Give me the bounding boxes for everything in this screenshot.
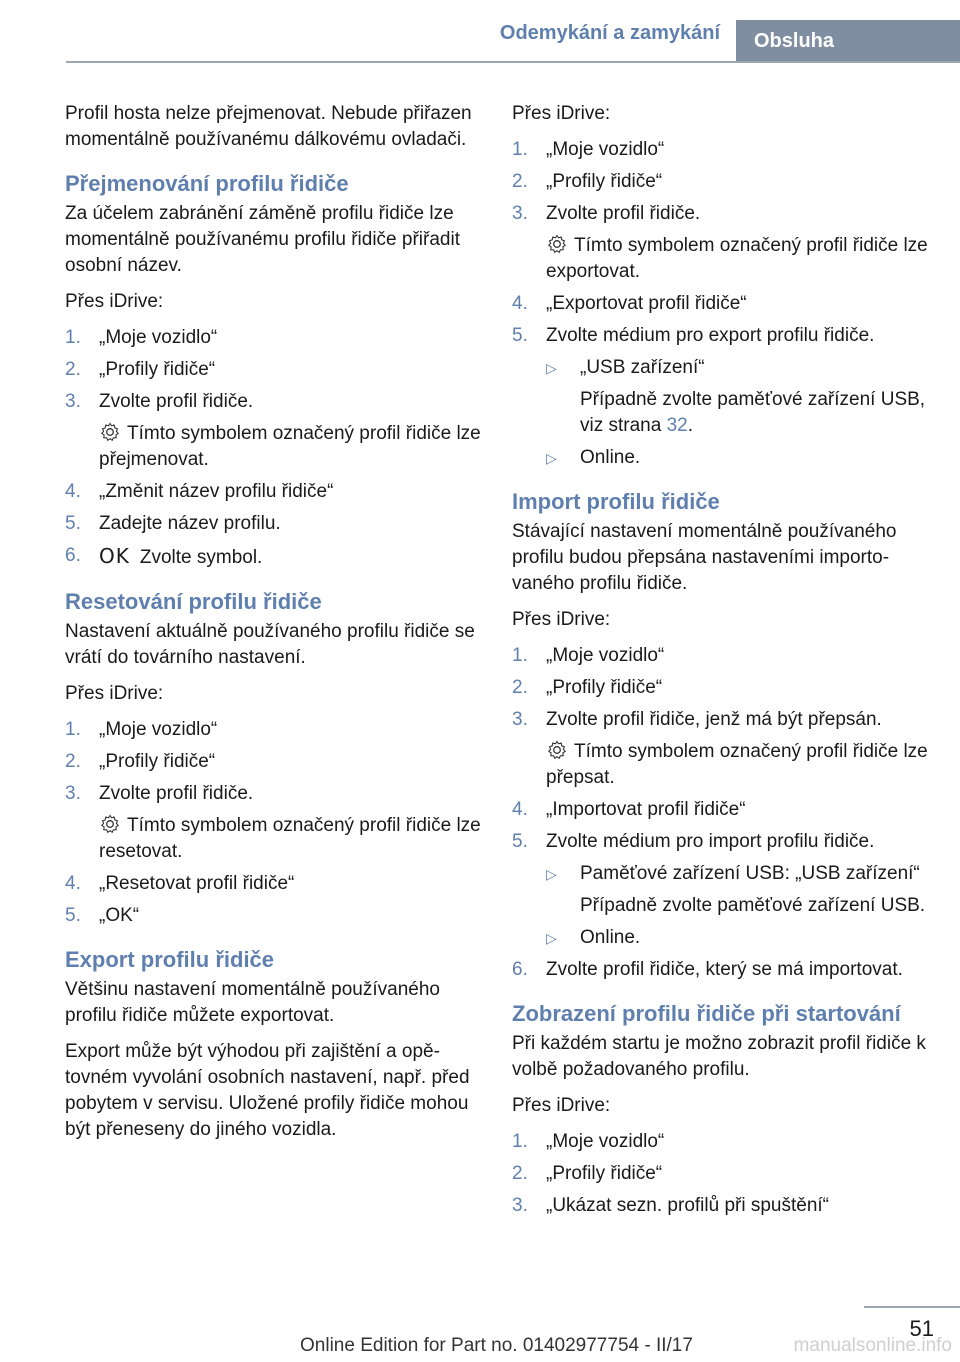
list-item	[65, 749, 485, 775]
ok-icon: OK	[99, 544, 130, 568]
reset-note: Tímto symbolem označený profil řidiče lze resetovat.	[99, 815, 481, 862]
gear-icon	[99, 421, 121, 443]
startup-via: Přes iDrive:	[512, 1095, 611, 1116]
list-item	[65, 781, 485, 865]
step-text: Zvolte profil řidiče, jenž má být přepsán.	[546, 709, 882, 730]
step-number: 4.	[512, 799, 528, 820]
sub-list-item	[546, 445, 937, 471]
list-item	[512, 643, 937, 669]
left-column	[65, 101, 485, 1153]
step-text: „Moje vozidlo“	[99, 327, 218, 348]
step-text: „Profily řidiče“	[99, 751, 216, 772]
import-body: Stávající nastavení momentálně používaného profilu budou přepsána nastaveními importovaného profilu řidiče.	[512, 521, 897, 594]
sub-item-text: Online.	[580, 447, 641, 468]
sub-item-note-end: .	[687, 415, 694, 436]
startup-steps	[512, 1129, 937, 1219]
reset-heading: Resetování profilu řidiče	[65, 589, 322, 614]
watermark: manualsonline.info	[793, 1335, 952, 1356]
step-number: 1.	[65, 327, 81, 348]
step-number: 2.	[512, 677, 528, 698]
step-text: „Profily řidiče“	[546, 1163, 663, 1184]
sub-list-item	[546, 355, 937, 439]
step-text: „OK“	[99, 905, 140, 926]
step-number: 4.	[65, 873, 81, 894]
step-number: 1.	[512, 139, 528, 160]
rename-body: Za účelem zabránění záměně profilu řidiče lze momentálně používanému profilu řidiče přiřadit osobní název.	[65, 203, 460, 276]
step-text: „Exportovat profil řidiče“	[546, 293, 747, 314]
gear-icon	[99, 813, 121, 835]
step-number: 4.	[65, 481, 81, 502]
list-item	[512, 291, 937, 317]
step-text: „Profily řidiče“	[546, 677, 663, 698]
step-text: „Moje vozidlo“	[546, 645, 665, 666]
list-item	[512, 797, 937, 823]
right-column	[512, 101, 937, 1225]
gear-icon	[546, 739, 568, 761]
step-text: Zadejte název profilu.	[99, 513, 281, 534]
triangle-bullet-icon: ▷	[546, 930, 557, 946]
step-text: Zvolte profil řidiče.	[99, 783, 254, 804]
step-number: 6.	[512, 959, 528, 980]
export-body-advantage: Export může být výhodou při zajištění a opětovném vyvolání osobních nastavení, např. před pobytem v servisu. Uložené profily řidiče mohou být přeneseny do jiného vozidla.	[65, 1041, 470, 1140]
reset-body: Nastavení aktuálně používaného profilu řidiče se vrátí do továrního nastavení.	[65, 621, 475, 668]
list-item	[512, 1161, 937, 1187]
step-number: 2.	[65, 359, 81, 380]
list-item	[65, 357, 485, 383]
import-steps	[512, 643, 937, 983]
list-item	[512, 137, 937, 163]
list-item	[512, 1129, 937, 1155]
step-text: „Moje vozidlo“	[546, 1131, 665, 1152]
sub-item-text: Paměťové zařízení USB: „USB zařízení“	[580, 863, 920, 884]
export-heading: Export profilu řidiče	[65, 947, 275, 972]
gear-icon	[546, 233, 568, 255]
list-item	[65, 543, 485, 571]
step-number: 1.	[512, 1131, 528, 1152]
footer-rule	[864, 1306, 960, 1308]
header-chapter-tab: Obsluha	[736, 20, 960, 63]
edition-footer: Online Edition for Part no. 01402977754 - II/17	[300, 1335, 693, 1356]
rename-via: Přes iDrive:	[65, 291, 164, 312]
step-number: 3.	[512, 709, 528, 730]
step-text: „Ukázat sezn. profilů při spuštění“	[546, 1195, 830, 1216]
export-steps	[512, 137, 937, 471]
list-item	[65, 871, 485, 897]
list-item	[65, 717, 485, 743]
startup-body: Při každém startu je možno zobrazit profil řidiče k volbě požadovaného profilu.	[512, 1033, 926, 1080]
page-number: 51	[909, 1316, 934, 1341]
step-number: 3.	[65, 783, 81, 804]
list-item	[512, 957, 937, 983]
sub-list-item	[546, 861, 937, 919]
export-note: Tímto symbolem označený profil řidiče lze exportovat.	[546, 235, 928, 282]
step-number: 4.	[512, 293, 528, 314]
step-text: „Moje vozidlo“	[546, 139, 665, 160]
step-text: Zvolte profil řidiče.	[99, 391, 254, 412]
sub-item-note: Případně zvolte paměťové zařízení USB, viz strana	[580, 389, 926, 436]
step-number: 5.	[512, 325, 528, 346]
step-text: „Profily řidiče“	[546, 171, 663, 192]
export-body: Většinu nastavení momentálně používaného profilu řidiče můžete exportovat.	[65, 979, 440, 1026]
step-text: Zvolte profil řidiče.	[546, 203, 701, 224]
rename-steps	[65, 325, 485, 571]
list-item	[512, 829, 937, 951]
step-number: 2.	[512, 1163, 528, 1184]
triangle-bullet-icon: ▷	[546, 360, 557, 376]
step-number: 3.	[512, 203, 528, 224]
step-text: „Profily řidiče“	[99, 359, 216, 380]
step-text: „Změnit název profilu řidiče“	[99, 481, 334, 502]
list-item	[512, 169, 937, 195]
list-item	[65, 903, 485, 929]
sub-item-text: Online.	[580, 927, 641, 948]
step-text: „Resetovat profil řidiče“	[99, 873, 295, 894]
step-number: 3.	[65, 391, 81, 412]
page-link[interactable]: 32	[666, 415, 688, 436]
reset-steps	[65, 717, 485, 929]
list-item	[512, 707, 937, 791]
step-number: 1.	[65, 719, 81, 740]
step-number: 3.	[512, 1195, 528, 1216]
list-item	[65, 325, 485, 351]
step-text: Zvolte médium pro export profilu řidiče.	[546, 325, 875, 346]
list-item	[512, 1193, 937, 1219]
guest-profile-note: Profil hosta nelze přejmenovat. Nebude přiřazen momentálně používanému dálkovému ovladači.	[65, 103, 472, 150]
step-text: Zvolte symbol.	[139, 547, 263, 568]
step-number: 1.	[512, 645, 528, 666]
sub-list-item	[546, 925, 937, 951]
header-section-title: Odemykání a zamykání	[499, 22, 720, 44]
import-note: Tímto symbolem označený profil řidiče lze přepsat.	[546, 741, 928, 788]
list-item	[65, 389, 485, 473]
header-rule	[66, 61, 960, 63]
list-item	[65, 479, 485, 505]
list-item	[512, 201, 937, 285]
step-number: 2.	[65, 751, 81, 772]
list-item	[65, 511, 485, 537]
step-text: „Moje vozidlo“	[99, 719, 218, 740]
sub-item-note: Případně zvolte paměťové zařízení USB.	[580, 895, 926, 916]
step-number: 2.	[512, 171, 528, 192]
triangle-bullet-icon: ▷	[546, 450, 557, 466]
triangle-bullet-icon: ▷	[546, 866, 557, 882]
sub-item-text: „USB zařízení“	[580, 357, 705, 378]
export-via: Přes iDrive:	[512, 103, 611, 124]
step-number: 5.	[65, 905, 81, 926]
startup-heading: Zobrazení profilu řidiče při startování	[512, 1001, 901, 1026]
list-item	[512, 323, 937, 471]
rename-heading: Přejmenování profilu řidiče	[65, 171, 349, 196]
step-number: 6.	[65, 545, 81, 566]
step-text: „Importovat profil řidiče“	[546, 799, 746, 820]
step-number: 5.	[512, 831, 528, 852]
step-text: Zvolte profil řidiče, který se má importovat.	[546, 959, 903, 980]
step-text: Zvolte médium pro import profilu řidiče.	[546, 831, 875, 852]
import-heading: Import profilu řidiče	[512, 489, 720, 514]
reset-via: Přes iDrive:	[65, 683, 164, 704]
step-number: 5.	[65, 513, 81, 534]
list-item	[512, 675, 937, 701]
rename-note: Tímto symbolem označený profil řidiče lze přejmenovat.	[99, 423, 481, 470]
import-via: Přes iDrive:	[512, 609, 611, 630]
